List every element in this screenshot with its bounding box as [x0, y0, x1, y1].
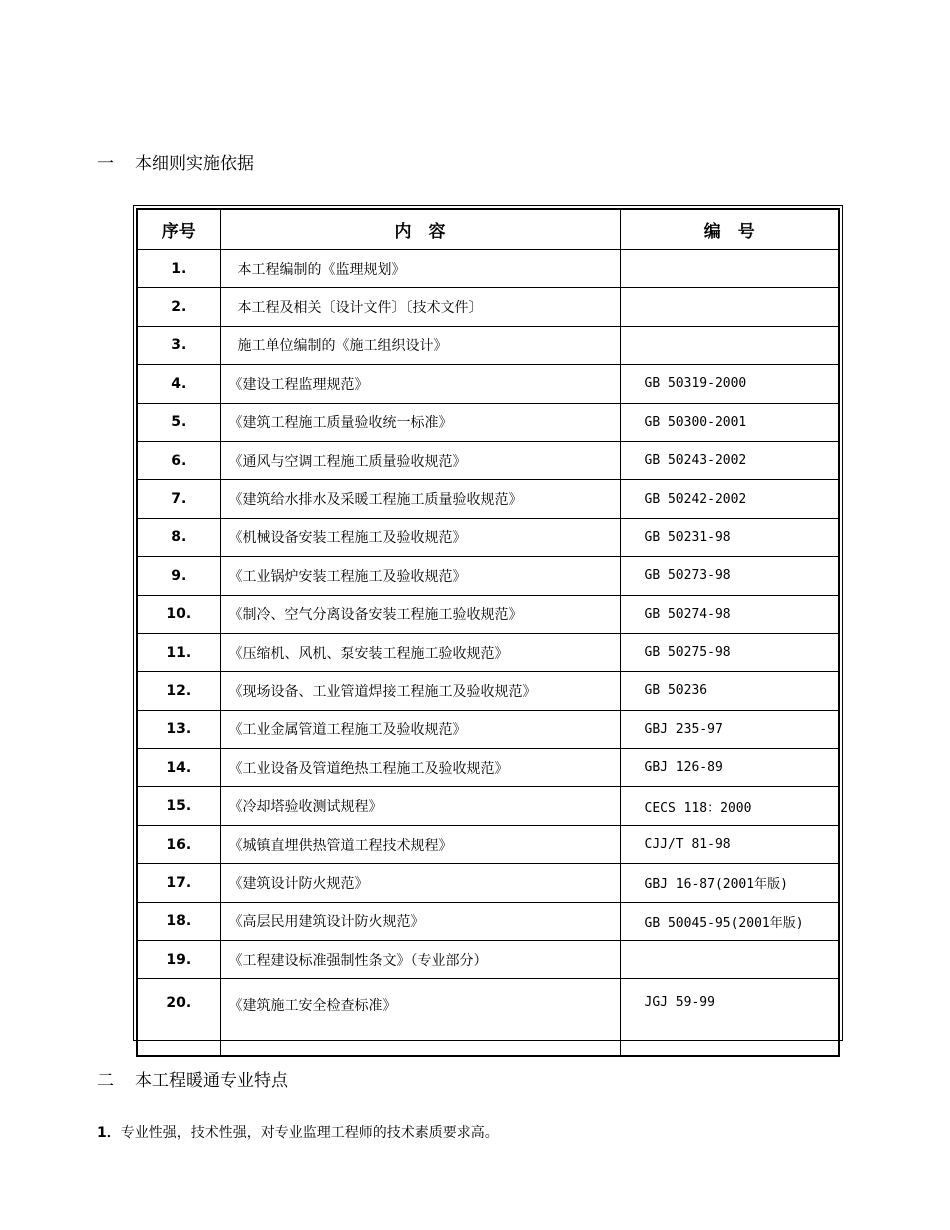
- table-row: [137, 250, 839, 288]
- cell-code: [620, 250, 839, 288]
- cell-seq: 4.: [137, 365, 220, 403]
- section-title: 本细则实施依据: [135, 154, 254, 174]
- header-seq: 序号: [137, 209, 220, 250]
- cell-content: 《现场设备、工业管道焊接工程施工及验收规范》: [220, 672, 620, 710]
- cell-content: 《建筑工程施工质量验收统一标准》: [220, 403, 620, 441]
- cell-content: 《冷却塔验收测试规程》: [220, 787, 620, 825]
- basis-table-frame: [133, 205, 843, 1041]
- table-row: [137, 941, 839, 979]
- table-row: [137, 288, 839, 326]
- table-row: [137, 787, 839, 825]
- cell-code: GB 50242-2002: [620, 480, 839, 518]
- section-number: 二: [97, 1071, 114, 1091]
- table-row: [137, 326, 839, 364]
- cell-code: GBJ 235-97: [620, 710, 839, 748]
- table-row: [137, 979, 839, 1057]
- cell-seq: 14.: [137, 749, 220, 787]
- header-code: 编 号: [620, 209, 839, 250]
- table-row: [137, 403, 839, 441]
- table-row: [137, 441, 839, 479]
- cell-content: 《建设工程监理规范》: [220, 365, 620, 403]
- table-row: [137, 595, 839, 633]
- cell-code: GB 50231-98: [620, 518, 839, 556]
- cell-code: GB 50300-2001: [620, 403, 839, 441]
- cell-code: [620, 941, 839, 979]
- cell-seq: 6.: [137, 441, 220, 479]
- cell-content: 《城镇直埋供热管道工程技术规程》: [220, 825, 620, 863]
- cell-seq: 17.: [137, 864, 220, 902]
- cell-seq: 3.: [137, 326, 220, 364]
- table-body: [137, 250, 839, 1057]
- cell-seq: 20.: [137, 979, 220, 1057]
- cell-code: [620, 288, 839, 326]
- table-row: [137, 825, 839, 863]
- table-row: [137, 710, 839, 748]
- cell-code: GBJ 126-89: [620, 749, 839, 787]
- cell-content: 《工业锅炉安装工程施工及验收规范》: [220, 557, 620, 595]
- cell-code: GB 50045-95(2001年版): [620, 902, 839, 940]
- cell-content: 施工单位编制的《施工组织设计》: [220, 326, 620, 364]
- section-title: 本工程暖通专业特点: [135, 1071, 288, 1091]
- table-row: [137, 672, 839, 710]
- cell-code: CECS 118：2000: [620, 787, 839, 825]
- cell-seq: 9.: [137, 557, 220, 595]
- table-row: [137, 902, 839, 940]
- section-heading-basis: [97, 149, 254, 174]
- cell-seq: 7.: [137, 480, 220, 518]
- cell-code: CJJ/T 81-98: [620, 825, 839, 863]
- cell-seq: 1.: [137, 250, 220, 288]
- cell-code: GB 50274-98: [620, 595, 839, 633]
- table-header-row: [137, 209, 839, 250]
- table-row: [137, 633, 839, 671]
- cell-seq: 15.: [137, 787, 220, 825]
- cell-seq: 12.: [137, 672, 220, 710]
- cell-seq: 13.: [137, 710, 220, 748]
- table-row: [137, 480, 839, 518]
- table-row: [137, 864, 839, 902]
- section-number: 一: [97, 154, 114, 174]
- cell-seq: 11.: [137, 633, 220, 671]
- cell-content: 《工业金属管道工程施工及验收规范》: [220, 710, 620, 748]
- cell-content: 《建筑设计防火规范》: [220, 864, 620, 902]
- cell-content: 本工程编制的《监理规划》: [220, 250, 620, 288]
- table-row: [137, 518, 839, 556]
- table-row: [137, 365, 839, 403]
- cell-code: GB 50236: [620, 672, 839, 710]
- cell-content: 《制冷、空气分离设备安装工程施工验收规范》: [220, 595, 620, 633]
- cell-content: 《工业设备及管道绝热工程施工及验收规范》: [220, 749, 620, 787]
- cell-content: 《建筑施工安全检查标准》: [220, 979, 620, 1057]
- cell-code: [620, 326, 839, 364]
- cell-code: GB 50243-2002: [620, 441, 839, 479]
- cell-code: GB 50273-98: [620, 557, 839, 595]
- cell-code: GB 50275-98: [620, 633, 839, 671]
- cell-seq: 2.: [137, 288, 220, 326]
- cell-code: GBJ 16-87(2001年版): [620, 864, 839, 902]
- cell-seq: 5.: [137, 403, 220, 441]
- cell-content: 《工程建设标准强制性条文》（专业部分）: [220, 941, 620, 979]
- cell-seq: 19.: [137, 941, 220, 979]
- table-row: [137, 749, 839, 787]
- cell-content: 本工程及相关〔设计文件〕〔技术文件〕: [220, 288, 620, 326]
- header-content: 内 容: [220, 209, 620, 250]
- section-heading-features: [97, 1066, 288, 1091]
- cell-content: 《压缩机、风机、泵安装工程施工验收规范》: [220, 633, 620, 671]
- cell-code: JGJ 59-99: [620, 979, 839, 1057]
- paragraph-item: [97, 1122, 499, 1142]
- cell-code: GB 50319-2000: [620, 365, 839, 403]
- paragraph-text: 专业性强，技术性强，对专业监理工程师的技术素质要求高。: [120, 1125, 499, 1141]
- basis-table: [136, 208, 840, 1057]
- paragraph-number: 1．: [97, 1125, 121, 1141]
- table-row: [137, 557, 839, 595]
- cell-content: 《高层民用建筑设计防火规范》: [220, 902, 620, 940]
- cell-content: 《通风与空调工程施工质量验收规范》: [220, 441, 620, 479]
- cell-seq: 16.: [137, 825, 220, 863]
- cell-seq: 10.: [137, 595, 220, 633]
- cell-content: 《机械设备安装工程施工及验收规范》: [220, 518, 620, 556]
- cell-seq: 18.: [137, 902, 220, 940]
- cell-seq: 8.: [137, 518, 220, 556]
- cell-content: 《建筑给水排水及采暖工程施工质量验收规范》: [220, 480, 620, 518]
